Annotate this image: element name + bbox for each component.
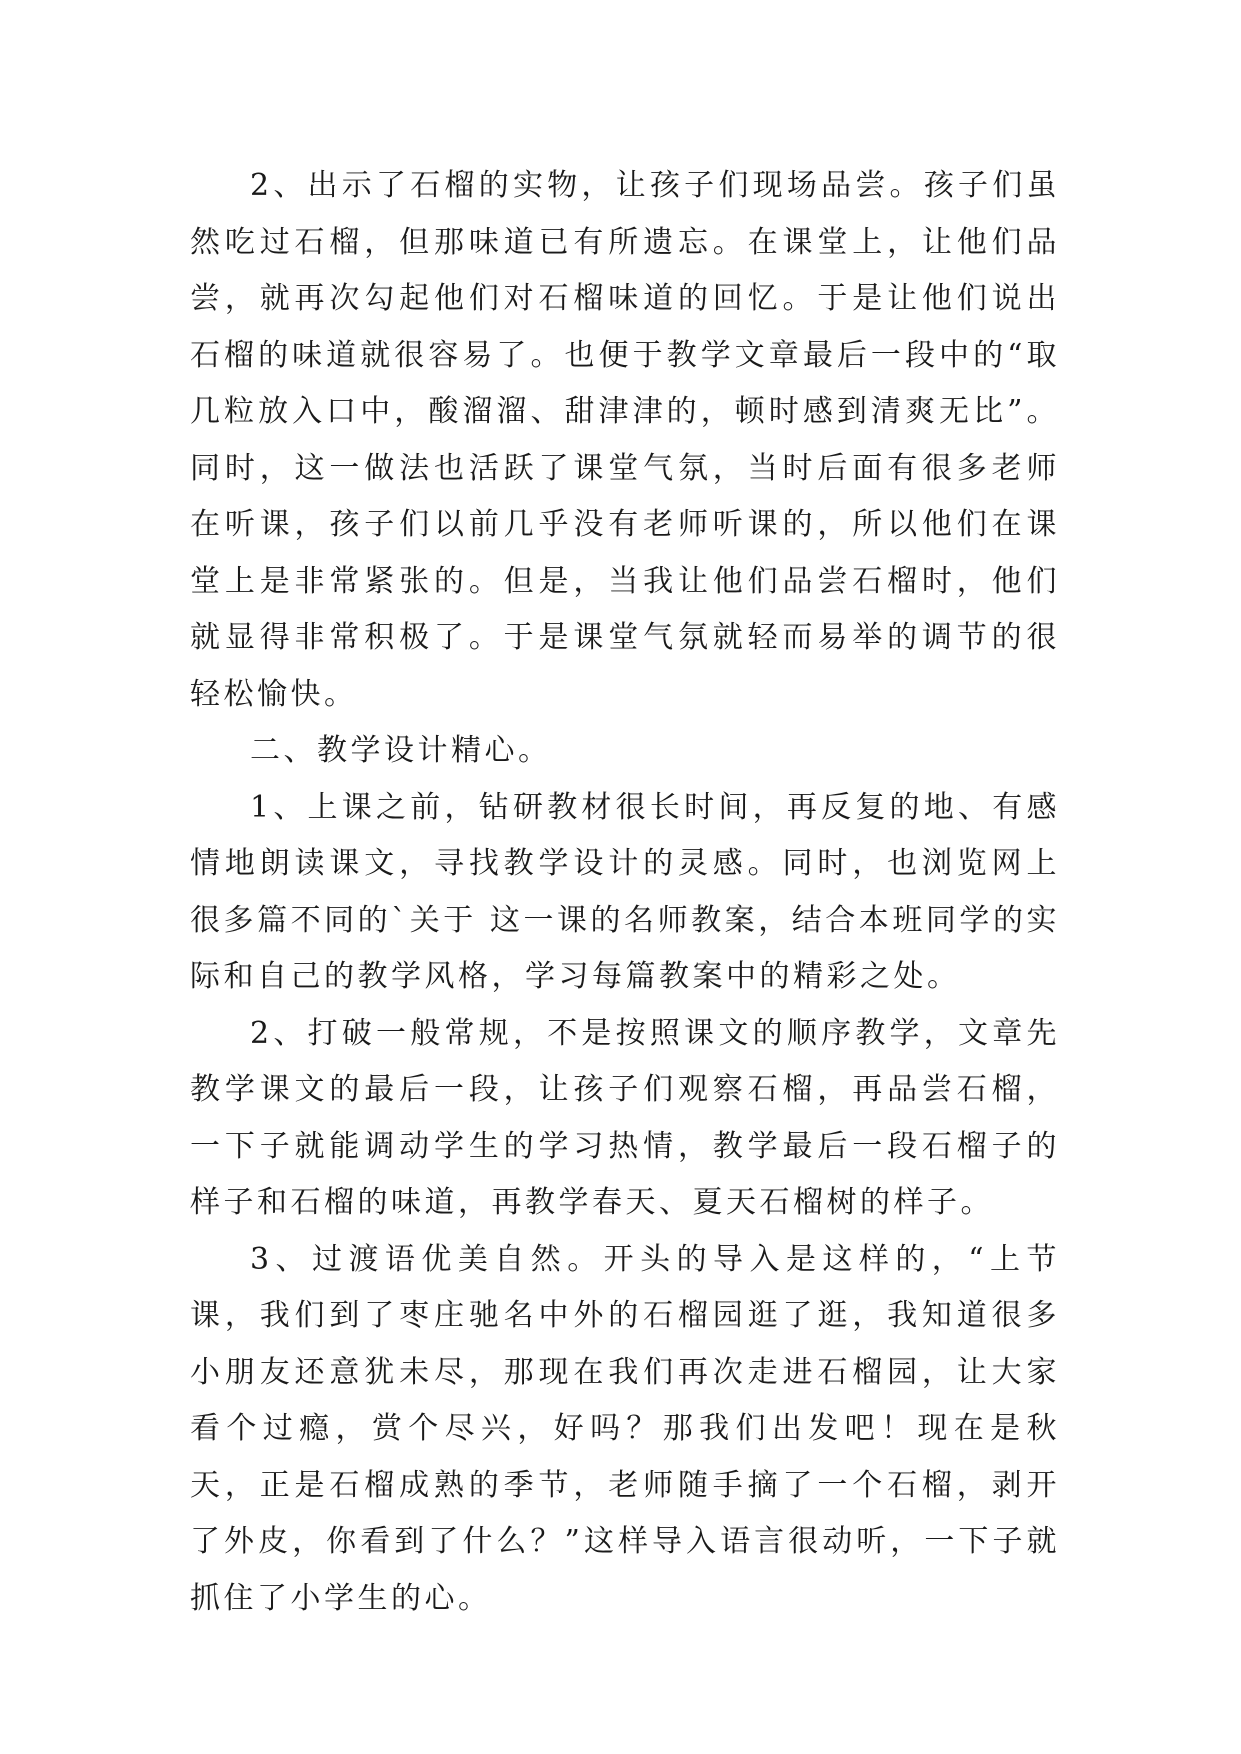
paragraph-3: 1、上课之前，钻研教材很长时间，再反复的地、有感情地朗读课文，寻找教学设计的灵感。同时，也浏览网上很多篇不同的`关于 这一课的名师教案，结合本班同学的实际和自己的教学风格，学习每篇教案中的精彩之处。 (190, 789, 1060, 994)
paragraph-1: 2、出示了石榴的实物，让孩子们现场品尝。孩子们虽然吃过石榴，但那味道已有所遗忘。在课堂上，让他们品尝，就再次勾起他们对石榴味道的回忆。于是让他们说出石榴的味道就很容易了。也便于教学文章最后一段中的“取几粒放入口中，酸溜溜、甜津津的，顿时感到清爽无比”。同时，这一做法也活跃了课堂气氛，当时后面有很多老师在听课，孩子们以前几乎没有老师听课的，所以他们在课堂上是非常紧张的。但是，当我让他们品尝石榴时，他们就显得非常积极了。于是课堂气氛就轻而易举的调节的很轻松愉快。 (190, 168, 1060, 712)
paragraph-5: 3、过渡语优美自然。开头的导入是这样的，“上节课，我们到了枣庄驰名中外的石榴园逛了逛，我知道很多小朋友还意犹未尽，那现在我们再次走进石榴园，让大家看个过瘾，赏个尽兴，好吗？那我们出发吧！现在是秋天，正是石榴成熟的季节，老师随手摘了一个石榴，剥开了外皮，你看到了什么？”这样导入语言很动听，一下子就抓住了小学生的心。 (190, 1241, 1060, 1616)
paragraph-4: 2、打破一般常规，不是按照课文的顺序教学，文章先教学课文的最后一段，让孩子们观察石榴，再品尝石榴，一下子就能调动学生的学习热情，教学最后一段石榴子的样子和石榴的味道，再教学春天、夏天石榴树的样子。 (190, 1015, 1060, 1220)
paragraph-2-heading: 二、教学设计精心。 (250, 733, 552, 768)
document-body (190, 158, 1060, 1627)
